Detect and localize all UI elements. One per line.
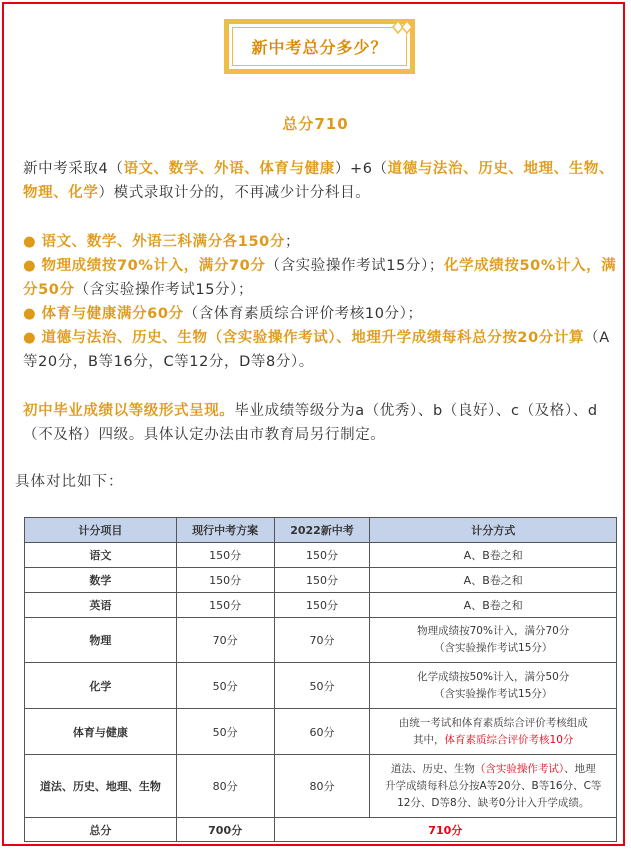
column-header: 计分方式 — [370, 518, 617, 543]
bullet-item: ● 语文、数学、外语三科满分各150分； — [23, 234, 301, 250]
para1-highlight-1: 语文、数学、外语、体育与健康 — [123, 161, 335, 177]
table-row: 体育与健康 50分 60分 由统一考试和体育素质综合评价考核组成 其中，体育素质综合评价考核10分 — [25, 709, 617, 755]
table-row: 道法、历史、地理、生物 80分 80分 道法、历史、生物（含实验操作考试）、地理 升学成绩每科总分按A等20分、B等16分、C等 12分、D等8分、缺考0分计入升学成绩。 — [25, 755, 617, 818]
column-header: 2022新中考 — [274, 518, 370, 543]
table-row: 语文 150分 150分 A、B卷之和 — [25, 543, 617, 568]
para1-text-2: ）+6（ — [334, 161, 388, 177]
bullet-item: ● 物理成绩按70%计入，满分70分（含实验操作考试15分）；化学成绩按50%计入，满分50分（含实验操作考试15分）； — [23, 258, 617, 298]
table-row: 化学 50分 50分 化学成绩按50%计入，满分50分 （含实验操作考试15分） — [25, 663, 617, 709]
total-heading: 总分710 — [282, 115, 349, 133]
comparison-table — [24, 517, 617, 842]
para1-highlight-2: 道德与法治、历史、地理、生物、物理、化学 — [23, 161, 615, 201]
table-row: 物理 70分 70分 物理成绩按70%计入，满分70分 （含实验操作考试15分） — [25, 618, 617, 663]
bullet-icon: ● — [23, 258, 37, 274]
table-row: 数学 150分 150分 A、B卷之和 — [25, 568, 617, 593]
bullet-icon: ● — [23, 306, 37, 322]
bullet-icon: ● — [23, 330, 37, 346]
table-row: 英语 150分 150分 A、B卷之和 — [25, 593, 617, 618]
intro-paragraph — [23, 157, 618, 205]
column-header: 计分项目 — [25, 518, 177, 543]
comparison-intro: 具体对比如下： — [15, 474, 124, 490]
bullet-item: ● 体育与健康满分60分（含体育素质综合评价考核10分）； — [23, 306, 423, 322]
para1-text-3: ）模式录取计分的，不再减少计分科目。 — [98, 185, 371, 201]
column-header: 现行中考方案 — [176, 518, 274, 543]
diamond-decoration-icon — [392, 20, 414, 34]
bullet-list — [23, 230, 618, 374]
table-header-row — [25, 518, 617, 543]
bullet-item: ● 道德与法治、历史、生物（含实验操作考试）、地理升学成绩每科总分按20分计算（A等20分，B等16分，C等12分，D等8分）。 — [23, 330, 610, 370]
para1-text-1: 新中考采取4（ — [23, 161, 124, 177]
page-title: 新中考总分多少？ — [232, 27, 407, 66]
bullet-icon: ● — [23, 234, 37, 250]
title-box — [224, 19, 415, 74]
table-total-row: 总分 700分 710分 — [25, 818, 617, 842]
grade-paragraph: 初中毕业成绩以等级形式呈现。毕业成绩等级分为a（优秀）、b（良好）、c（及格）、d（不及格）四级。具体认定办法由市教育局另行制定。 — [23, 403, 598, 443]
